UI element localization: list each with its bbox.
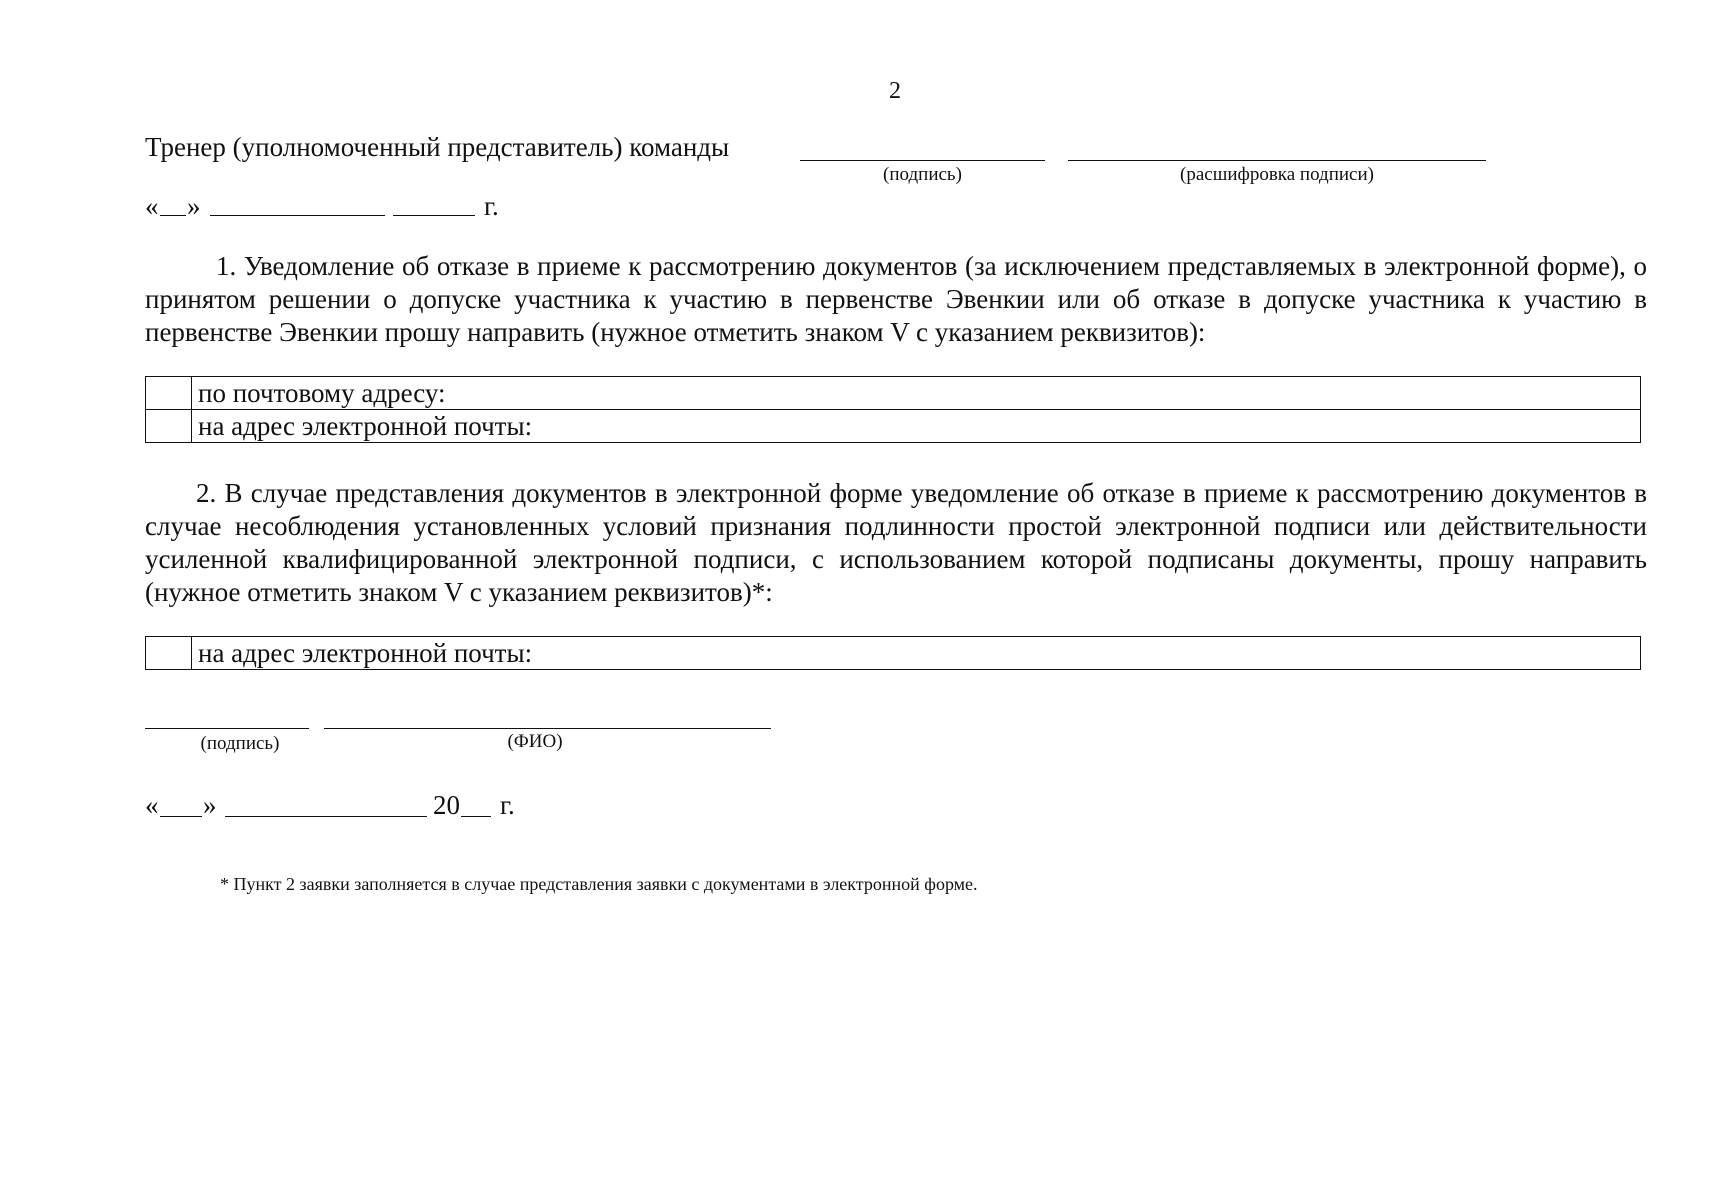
date2-year-prefix: 20 [433,790,460,820]
date-year-suffix: г. [484,191,499,221]
date-open-quote: « [145,191,159,221]
paragraph-1 [145,250,1647,349]
delivery-options-table-2 [145,636,1641,670]
date-close-quote: » [187,191,201,221]
date2-day-line[interactable] [160,816,202,817]
signature-line[interactable] [800,160,1045,161]
applicant-signature-caption: (подпись) [200,733,280,754]
applicant-fio-caption: (ФИО) [507,731,563,752]
option-row-email-2 [146,637,1641,670]
date2-year-suffix: г. [500,790,515,820]
paragraph-2 [145,477,1647,609]
date2-year-line[interactable] [461,816,491,817]
delivery-options-table-1 [145,376,1641,443]
date2-close-quote: » [203,790,217,820]
page-number: 2 [889,78,901,104]
postal-checkbox[interactable] [146,377,192,410]
trainer-label: Тренер (уполномоченный представитель) команды [145,132,730,162]
email-option-label-2: на адрес электронной почты: [192,637,1641,670]
postal-option-label: по почтовому адресу: [192,377,1641,410]
date-year-line[interactable] [393,215,475,216]
signature-caption: (подпись) [883,164,962,185]
email-checkbox-2[interactable] [146,637,192,670]
email-option-label: на адрес электронной почты: [192,410,1641,443]
option-row-email [146,410,1641,443]
paragraph-2-text: 2. В случае представления документов в электронной форме уведомление об отказе в приеме к рассмотрению документов в случае несоблюдения установленных условий признания подлинности простой электронной подписи или действительности усиленной квалифицированной электронной подписи, с использованием которой подписаны документы, прошу направить (нужное отметить знаком V с указанием реквизитов)*: [145,478,1647,607]
date-day-line[interactable] [160,215,186,216]
option-row-postal [146,377,1641,410]
footnote: * Пункт 2 заявки заполняется в случае представления заявки с документами в электронной форме. [220,874,978,894]
decryption-caption: (расшифровка подписи) [1180,164,1374,185]
decryption-line[interactable] [1068,160,1486,161]
paragraph-1-text: 1. Уведомление об отказе в приеме к рассмотрению документов (за исключением представляемых в электронной форме), о принятом решении о допуске участника к участию в первенстве Эвенкии или об отказе в допуске участника к участию в первенстве Эвенкии прошу направить (нужное отметить знаком V с указанием реквизитов): [145,251,1647,347]
applicant-fio-line[interactable] [324,728,771,729]
applicant-signature-line[interactable] [145,728,309,729]
date2-month-line[interactable] [225,816,427,817]
date-month-line[interactable] [210,215,385,216]
date2-open-quote: « [145,790,159,820]
email-checkbox[interactable] [146,410,192,443]
